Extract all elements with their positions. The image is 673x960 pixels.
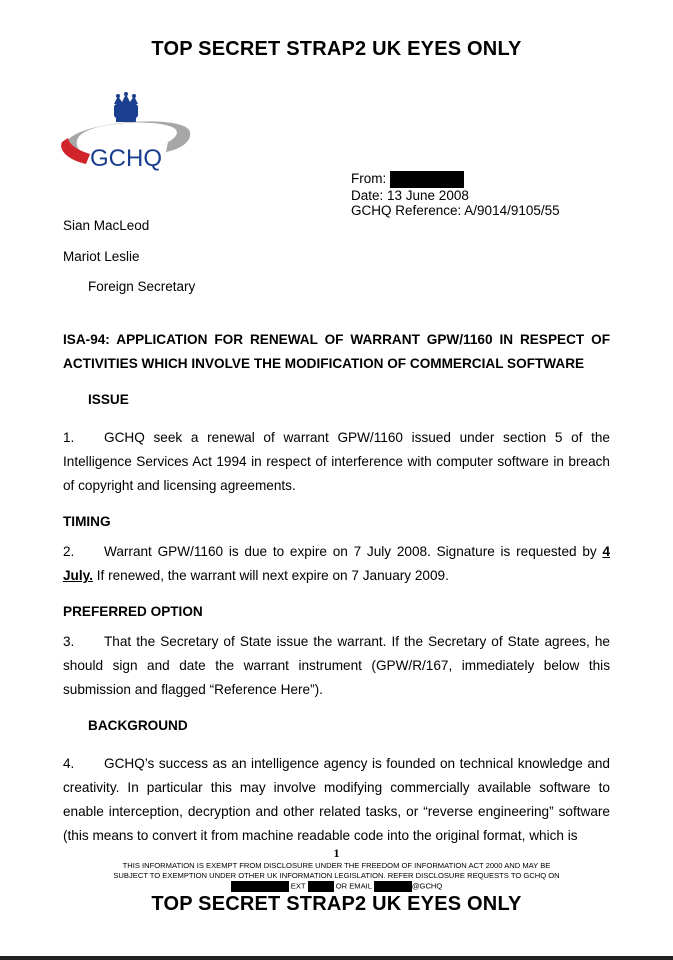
paragraph-text: GCHQ seek a renewal of warrant GPW/1160 issued under section 5 of the Intelligence Services Act 1994 in respect of interference with computer software in breach of copyright and licensing agreements. xyxy=(63,430,610,493)
footer-email-label: OR EMAIL xyxy=(335,881,372,891)
paragraph-text: GCHQ’s success as an intelligence agency is founded on technical knowledge and creativity. In particular this may involve modifying commercially available software to enable interception, decryption and other related tasks, or “reverse engineering” software (this means to convert it from machine readable code into the original format, which is xyxy=(63,756,610,843)
recipient-3: Foreign Secretary xyxy=(88,279,196,294)
paragraph-number: 1. xyxy=(63,430,75,445)
crown-icon xyxy=(114,92,138,122)
paragraph-text: That the Secretary of State issue the warrant. If the Secretary of State agrees, he should sign and date the warrant instrument (GPW/R/167, immediately below this submission and flagged “Reference Here”). xyxy=(63,634,610,697)
paragraph-number: 2. xyxy=(63,544,75,559)
footer-disclaimer-line-2: SUBJECT TO EXEMPTION UNDER OTHER UK INFORMATION LEGISLATION. REFER DISCLOSURE REQUESTS TO GCHQ ON xyxy=(113,871,560,880)
redaction-bar xyxy=(374,881,412,892)
svg-text:GCHQ: GCHQ xyxy=(90,145,162,172)
page-number: 1 xyxy=(333,846,340,860)
reference-line: GCHQ Reference: A/9014/9105/55 xyxy=(351,203,560,218)
recipient-2: Mariot Leslie xyxy=(63,249,140,264)
classification-footer: TOP SECRET STRAP2 UK EYES ONLY xyxy=(151,893,522,915)
paragraph-text-continued: If renewed, the warrant will next expire on 7 January 2009. xyxy=(92,568,449,583)
heading-preferred-option: PREFERRED OPTION xyxy=(63,604,203,619)
redaction-bar xyxy=(231,881,289,892)
title-line-2: ACTIVITIES WHICH INVOLVE THE MODIFICATION OF COMMERCIAL SOFTWARE xyxy=(63,356,585,371)
title-line-1: ISA-94: APPLICATION FOR RENEWAL OF WARRANT GPW/1160 IN RESPECT OF xyxy=(63,332,610,347)
footer-ext-label: EXT xyxy=(290,881,306,891)
redaction-bar xyxy=(390,171,464,188)
from-label: From: xyxy=(351,171,387,187)
paragraph-number: 4. xyxy=(63,756,75,771)
heading-background: BACKGROUND xyxy=(88,718,188,733)
document-title xyxy=(63,328,610,376)
heading-timing: TIMING xyxy=(63,514,111,529)
heading-issue: ISSUE xyxy=(88,392,129,407)
footer-disclaimer-line-1: THIS INFORMATION IS EXEMPT FROM DISCLOSURE UNDER THE FREEDOM OF INFORMATION ACT 2000 AND MAY BE xyxy=(122,861,551,870)
date-line: Date: 13 June 2008 xyxy=(351,188,469,203)
paragraph-number: 3. xyxy=(63,634,75,649)
redaction-bar xyxy=(308,881,334,892)
footer-contact-line xyxy=(40,881,633,892)
paragraph-text: Warrant GPW/1160 is due to expire on 7 July 2008. Signature is requested by xyxy=(104,544,603,559)
paragraph-1 xyxy=(63,426,610,498)
footer-email-domain: @GCHQ xyxy=(411,881,443,891)
paragraph-4 xyxy=(63,752,610,848)
paragraph-2 xyxy=(63,540,610,588)
page-edge xyxy=(0,956,673,960)
classification-header: TOP SECRET STRAP2 UK EYES ONLY xyxy=(151,38,522,60)
recipient-1: Sian MacLeod xyxy=(63,218,150,233)
deadline-date: 4 July. xyxy=(63,544,610,583)
sender-block xyxy=(351,171,560,218)
paragraph-3 xyxy=(63,630,610,702)
gchq-logo xyxy=(56,92,196,174)
